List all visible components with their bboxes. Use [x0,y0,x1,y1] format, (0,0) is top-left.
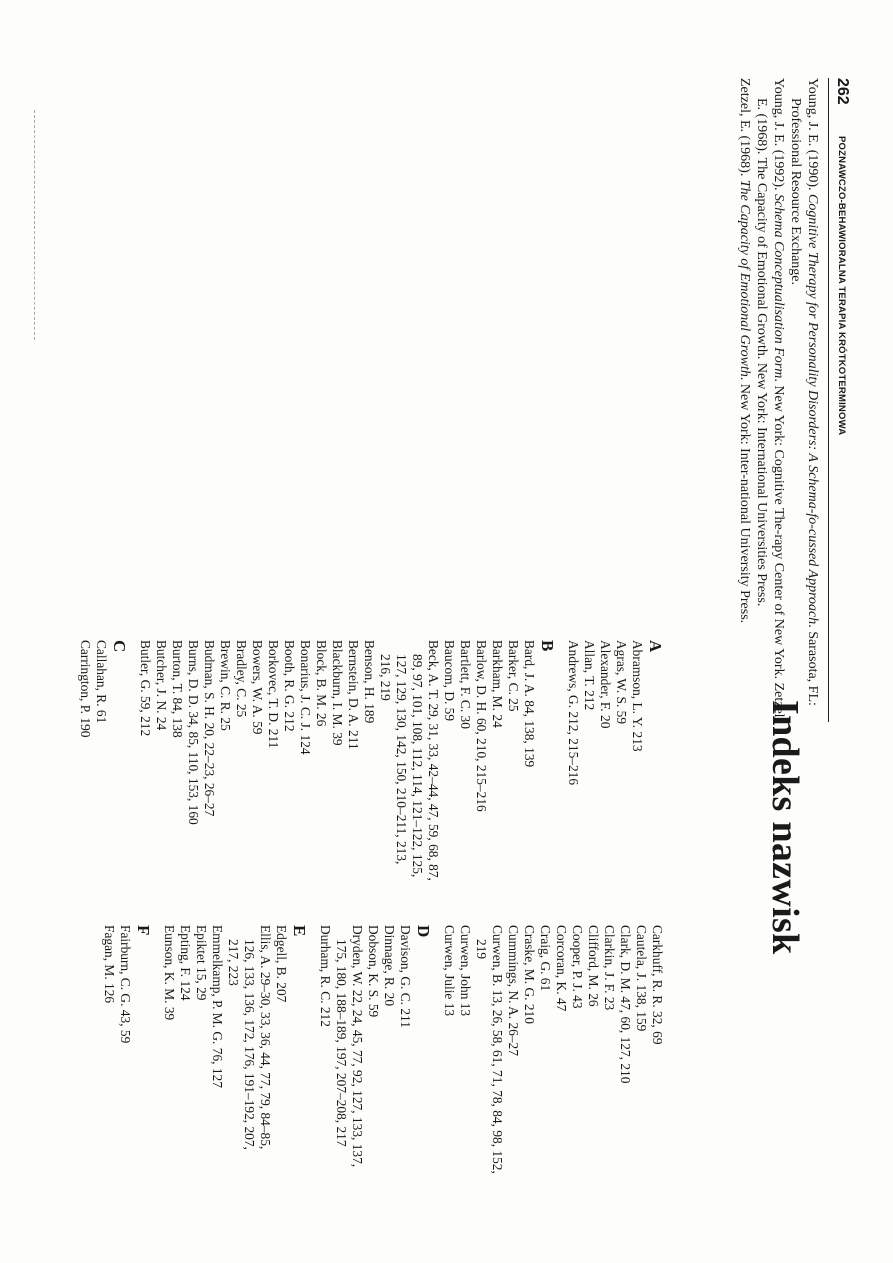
index-entry: Agras, W. S. 59 [614,640,629,725]
index-entry: Cooper, P. J. 43 [570,925,585,1009]
index-entry: Burns, D. D. 34, 85, 110, 153, 160 [186,640,201,825]
index-entry: Fairburn, C. G. 43, 59 [118,925,133,1044]
index-section [161,925,309,1175]
index-entry: Durham, R. C. 212 [318,925,333,1027]
reference-list [736,78,821,722]
index-entry: Clarkin, J. F. 23 [602,925,617,1011]
index-section [77,640,129,890]
index-entry: Alexander, F. 20 [598,640,613,729]
index-entry: Baucom, D. 59 [442,640,457,722]
index-entry: Bonarius, J. C. J. 124 [298,640,313,755]
index-entry: Davison, G. C. 211 [398,925,413,1028]
index-entry: Clifford, M. 26 [586,925,601,1007]
reference-title: Schema Conceptualisation Form [771,194,786,379]
index-entry: Emmelkamp, P. M. G. 76, 127 [210,925,225,1088]
index-section [441,925,665,1175]
index-entry: Blackburn, I. M. 39 [330,640,345,746]
index-entry: Bradley, C. 25 [234,640,249,718]
reference-publisher: . New York: Cognitive The-rapy Center of New York. Zetzel, E. (1968). The Capacity of Emotional Growth. New York: International Universities Press. [754,98,786,722]
index-entry: Beck, A. T. 29, 31, 33, 42–44, 47, 59, 68, 87, 89, 97, 101, 108, 112, 114, 121–122, 125, 127, 129, 130, 142, 150, 210–211, 213, 216, 219 [378,640,441,881]
reference-author-year: Zetzel, E. (1968). [737,78,752,180]
running-title: POZNAWCZO-BEHAWIORALNA TERAPIA KRÓTKOTERMINOWA [836,136,847,436]
index-entry: Allan, T. 212 [582,640,597,711]
index-entry: Clark, D. M. 47, 60, 127, 210 [618,925,633,1084]
index-entry: Dobson, K. S. 59 [366,925,381,1018]
reference-author-year: Young, J. E. (1990). [805,78,820,195]
index-entry: Curwen, B. 13, 26, 58, 61, 71, 78, 84, 98, 152, 219 [474,925,505,1174]
header-rule [828,78,829,722]
index-section [565,640,665,890]
reference-entry [736,78,753,722]
index-entry: Carrington, P. 190 [78,640,93,738]
index-entry: Epting, F. 124 [178,925,193,1001]
index-entry: Borkovec, T. D. 211 [266,640,281,749]
index-entry: Bard, J. A. 84, 138, 139 [522,640,537,768]
index-entry: Dinnage, R. 20 [382,925,397,1007]
reference-author-year: Young, J. E. (1992). [771,78,786,195]
index-section-letter: B [538,640,557,652]
index-entry: Booth, R. G. 212 [282,640,297,732]
index-entry: Burton, T. 84, 138 [170,640,185,738]
reference-title: Cognitive Therapy for Personality Disorders: A Schema-fo-cussed Approach [805,194,820,625]
index-column-1 [77,640,665,890]
index-section-letter: D [414,925,433,938]
index-entry: Budman, S. H. 20, 22–23, 26–27 [202,640,217,817]
reference-title: The Capacity of Emotional Growth [737,179,752,377]
index-entry: Ellis, A. 29–30, 33, 36, 44, 77, 79, 84–85, 126, 133, 136, 172, 176, 191–192, 207, 217, 223 [226,925,273,1150]
index-entry: Callahan, R. 61 [94,640,109,724]
index-entry: Andrews, G. 212, 215–216 [566,640,581,786]
index-entry: Edgell, B. 207 [274,925,289,1003]
index-section-letter: A [646,640,665,653]
index-section [101,925,153,1175]
index-entry: Carkhuff, R. R. 32, 69 [650,925,665,1045]
index-entry: Craig, G. 61 [538,925,553,992]
index-entry: Bernstein, D. A. 211 [346,640,361,750]
index-entry: Butler, G. 59, 212 [138,640,153,737]
index-entry: Cummings, N. A. 26–27 [506,925,521,1056]
separator-line [33,110,35,340]
index-section-letter: C [110,640,129,653]
reference-publisher: . Sarasota, FL: Professional Resource Exchange. [788,98,820,706]
index-entry: Barkham, M. 24 [490,640,505,728]
index-entry: Butcher, J. N. 24 [154,640,169,731]
index-entry: Dryden, W. 22, 24, 45, 77, 92, 127, 133, 137, 175, 180, 188–189, 197, 207–208, 217 [334,925,365,1168]
page-number: 262 [834,78,851,105]
index-entry: Benson, H. 189 [362,640,377,724]
index-column-2 [101,925,665,1175]
index-entry: Abramson, L. Y. 213 [630,640,645,752]
index-entry: Fagan, M. 126 [102,925,117,1004]
index-entry: Barker, C. 25 [506,640,521,712]
index-entry: Corcoran, K. 47 [554,925,569,1012]
index-section-letter: E [290,925,309,937]
index-entry: Bartlett, F. C. 30 [458,640,473,729]
index-entry: Craske, M. G. 210 [522,925,537,1024]
index-entry: Curwen, Julie 13 [442,925,457,1017]
reference-entry [787,78,821,722]
index-entry: Brewin, C. R. 25 [218,640,233,731]
index-title: Indeks nazwisk [764,700,806,955]
index-section-letter: F [134,925,153,936]
index-entry: Barlow, D. H. 60, 210, 215–216 [474,640,489,812]
index-entry: Curwen, John 13 [458,925,473,1017]
index-entry: Epiktet 15, 29 [194,925,209,1001]
index-section [137,640,557,890]
index-entry: Block, B. M. 26 [314,640,329,727]
reference-entry [753,78,787,722]
index-section [317,925,433,1175]
index-entry: Bowers, W. A. 59 [250,640,265,735]
reference-publisher: . New York: Inter-national University Press. [737,376,752,624]
index-entry: Cautela, J. 138, 159 [634,925,649,1032]
index-entry: Eunson, K. M. 39 [162,925,177,1021]
